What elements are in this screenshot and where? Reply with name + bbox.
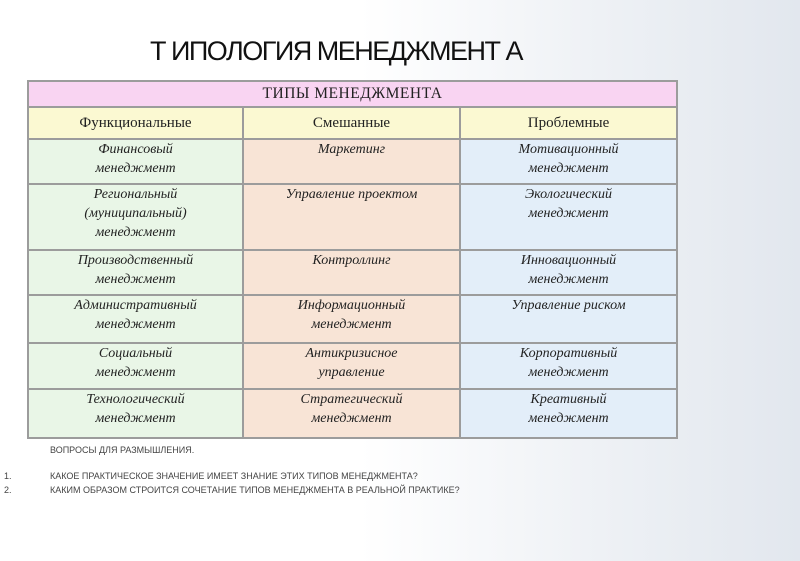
table-cell: [243, 295, 460, 343]
cell-text: Финансовый менеджмент: [95, 142, 176, 176]
table-cell: [243, 343, 460, 389]
question-number: 1.: [4, 471, 12, 481]
cell-text: Социальный менеджмент: [95, 346, 176, 380]
table-row: [28, 184, 677, 250]
table-cell: [28, 295, 243, 343]
cell-text: Маркетинг: [317, 142, 386, 157]
table-cell: [243, 250, 460, 295]
cell-text: Экологический менеджмент: [524, 187, 613, 221]
cell-text: Управление риском: [511, 298, 626, 313]
table-header: ТИПЫ МЕНЕДЖМЕНТА: [28, 81, 677, 107]
question-text: КАКОЕ ПРАКТИЧЕСКОЕ ЗНАЧЕНИЕ ИМЕЕТ ЗНАНИЕ ЭТИХ ТИПОВ МЕНЕДЖМЕНТА?: [50, 471, 418, 481]
table-cell: [460, 184, 677, 250]
table-cell: [243, 389, 460, 438]
cell-text: Технологический менеджмент: [86, 392, 185, 426]
cell-text: Контроллинг: [312, 253, 391, 268]
column-header-mixed: Смешанные: [243, 107, 460, 139]
slide-title: Т ИПОЛОГИЯ МЕНЕДЖМЕНТ А: [150, 36, 522, 66]
question-number: 2.: [4, 485, 12, 495]
cell-text: Креативный менеджмент: [528, 392, 609, 426]
management-types-table: [27, 80, 678, 439]
table-row: [28, 250, 677, 295]
table-row: [28, 139, 677, 184]
table-cell: [28, 389, 243, 438]
questions-heading: ВОПРОСЫ ДЛЯ РАЗМЫШЛЕНИЯ.: [50, 445, 195, 455]
cell-text: Управление проектом: [285, 187, 418, 202]
cell-text: Антикризисное управление: [305, 346, 398, 380]
table-cell: [28, 250, 243, 295]
question-text: КАКИМ ОБРАЗОМ СТРОИТСЯ СОЧЕТАНИЕ ТИПОВ МЕНЕДЖМЕНТА В РЕАЛЬНОЙ ПРАКТИКЕ?: [50, 485, 460, 495]
table-cell: [460, 295, 677, 343]
column-header-problem: Проблемные: [460, 107, 677, 139]
table-row: [28, 389, 677, 438]
table-cell: [460, 250, 677, 295]
cell-text: Информационный менеджмент: [297, 298, 406, 332]
table-cell: [243, 184, 460, 250]
cell-text: Региональный (муниципальный) менеджмент: [84, 187, 187, 240]
table-cell: [28, 184, 243, 250]
table-cell: [460, 389, 677, 438]
table-cell: [243, 139, 460, 184]
table-row: [28, 343, 677, 389]
cell-text: Корпоративный менеджмент: [519, 346, 618, 380]
cell-text: Инновационный менеджмент: [520, 253, 617, 287]
cell-text: Стратегический менеджмент: [300, 392, 403, 426]
cell-text: Мотивационный менеджмент: [518, 142, 619, 176]
column-header-functional: Функциональные: [28, 107, 243, 139]
cell-text: Административный менеджмент: [74, 298, 197, 332]
table-cell: [460, 343, 677, 389]
table-row: [28, 295, 677, 343]
table-cell: [460, 139, 677, 184]
table-cell: [28, 139, 243, 184]
table-cell: [28, 343, 243, 389]
cell-text: Производственный менеджмент: [77, 253, 194, 287]
